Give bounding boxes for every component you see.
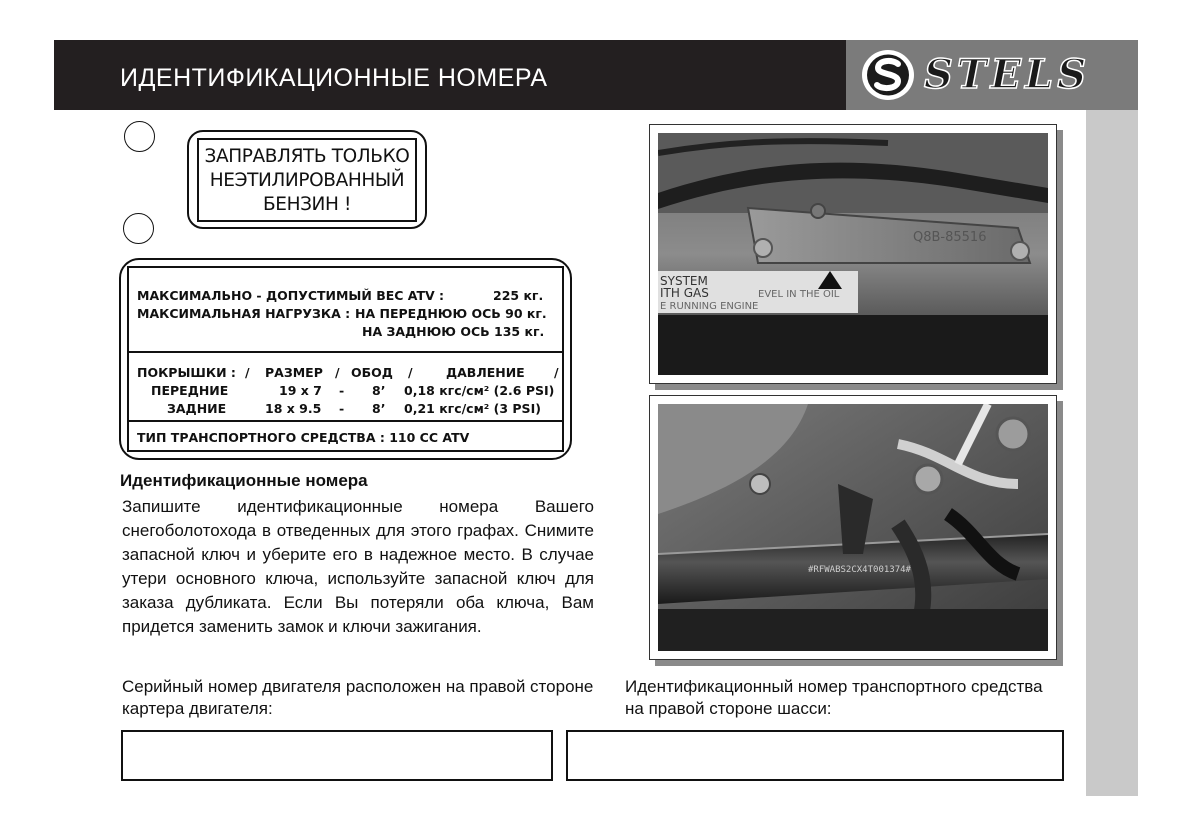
tires-header-sep: / xyxy=(554,365,559,380)
rear-tires-dash: - xyxy=(339,401,345,416)
front-axle-load: НА ПЕРЕДНЮЮ ОСЬ 90 кг. xyxy=(355,306,547,321)
max-weight-value: 225 кг. xyxy=(493,288,544,303)
brand-name: STELS xyxy=(924,51,1091,98)
vehicle-type: ТИП ТРАНСПОРТНОГО СРЕДСТВА : 110 СС ATV xyxy=(137,430,470,445)
rear-tires-pressure: 0,21 кгс/см² (3 PSI) xyxy=(404,401,541,416)
rear-tires-rim: 8’ xyxy=(372,401,386,416)
fuel-label-line: ЗАПРАВЛЯТЬ ТОЛЬКО xyxy=(204,146,410,167)
rear-tires-name: ЗАДНИЕ xyxy=(167,401,227,416)
front-tires-name: ПЕРЕДНИЕ xyxy=(151,383,229,398)
divider xyxy=(129,351,562,353)
front-tires-rim: 8’ xyxy=(372,383,386,398)
front-tires-dash: - xyxy=(339,383,345,398)
section-heading: Идентификационные номера xyxy=(120,471,368,490)
tires-header-size: РАЗМЕР xyxy=(265,365,323,380)
spec-label xyxy=(127,266,564,452)
tires-header: ПОКРЫШКИ : xyxy=(137,365,236,380)
rear-axle-load: НА ЗАДНЮЮ ОСЬ 135 кг. xyxy=(362,324,545,339)
svg-text:EVEL IN THE OIL: EVEL IN THE OIL xyxy=(758,289,840,300)
page-title: ИДЕНТИФИКАЦИОННЫЕ НОМЕРА xyxy=(120,64,548,92)
engine-number-input[interactable] xyxy=(121,730,553,781)
placeholder-circle xyxy=(124,121,155,152)
svg-text:E RUNNING ENGINE: E RUNNING ENGINE xyxy=(660,301,759,312)
frame-number-caption: Идентификационный номер транспортного средства на правой стороне шасси: xyxy=(625,677,1043,718)
divider xyxy=(129,420,562,422)
tires-header-rim: ОБОД xyxy=(351,365,393,380)
engine-photo-frame xyxy=(649,124,1057,384)
vin-stamp: #RFWABS2CX4T001374# xyxy=(808,565,911,575)
rear-tires-size: 18 x 9.5 xyxy=(265,401,322,416)
front-tires-pressure: 0,18 кгс/см² (2.6 PSI) xyxy=(404,383,555,398)
frame-photo xyxy=(658,404,1048,651)
tires-header-sep: / xyxy=(335,365,340,380)
engine-number-stamp: Q8B-85516 xyxy=(913,230,987,245)
tires-header-pressure: ДАВЛЕНИЕ xyxy=(446,365,525,380)
engine-photo xyxy=(658,133,1048,375)
tires-header-sep: / xyxy=(245,365,250,380)
engine-number-caption: Серийный номер двигателя расположен на правой стороне картера двигателя: xyxy=(122,677,594,718)
section-paragraph: Запишите идентификационные номера Вашего снегоболотохода в отведенных для этого графах. Снимите запасной ключ и уберите его в надежное место. В случае утери основного ключа, используйте запасной ключ для заказа дубликата. Если Вы потеряли оба ключа, Вам придется заменить замок и ключи зажигания. xyxy=(122,497,594,636)
fuel-label-line: НЕЭТИЛИРОВАННЫЙ xyxy=(209,170,405,191)
fuel-label xyxy=(197,138,417,222)
max-load-label: МАКСИМАЛЬНАЯ НАГРУЗКА : xyxy=(137,306,351,321)
front-tires-size: 19 x 7 xyxy=(279,383,322,398)
frame-photo-frame xyxy=(649,395,1057,660)
max-weight-label: МАКСИМАЛЬНО - ДОПУСТИМЫЙ ВЕС ATV : xyxy=(137,288,445,303)
brand-logo xyxy=(846,40,1138,110)
page-header xyxy=(54,40,1138,110)
fuel-label-line: БЕНЗИН ! xyxy=(263,194,351,215)
stels-s-logo-icon xyxy=(860,48,916,102)
svg-text:ITH GAS: ITH GAS xyxy=(660,286,709,300)
svg-text:SYSTEM: SYSTEM xyxy=(660,274,708,288)
tires-header-sep: / xyxy=(408,365,413,380)
vin-number-input[interactable] xyxy=(566,730,1064,781)
side-strip xyxy=(1086,110,1138,796)
placeholder-circle xyxy=(123,213,154,244)
